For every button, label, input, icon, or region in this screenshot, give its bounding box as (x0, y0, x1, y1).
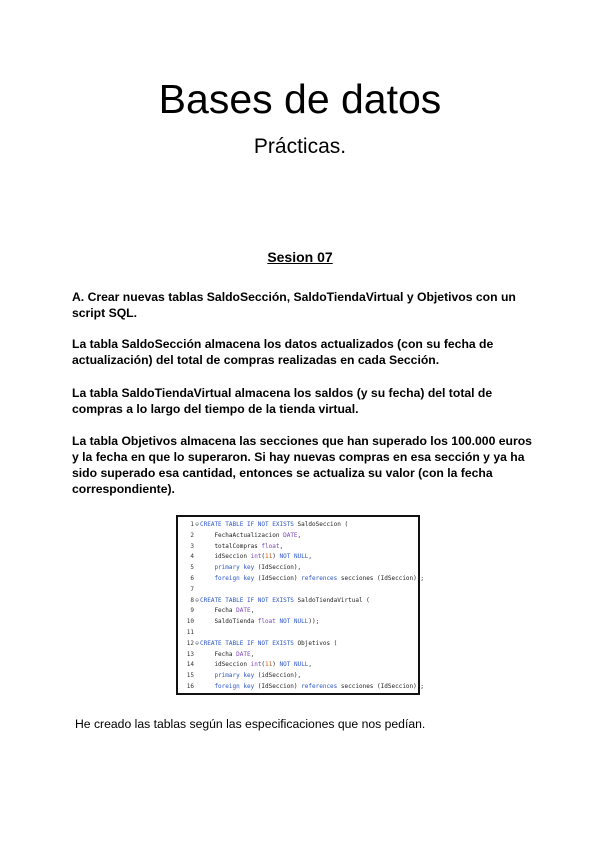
code-text (200, 639, 414, 650)
line-number: 9 (190, 607, 194, 615)
code-text (200, 552, 414, 563)
code-token: , (250, 607, 255, 615)
code-token: FechaActualizacion (200, 531, 284, 539)
code-line (182, 520, 414, 531)
line-number: 2 (190, 531, 194, 539)
code-token: Fecha (200, 607, 237, 615)
line-number: 1 (190, 521, 194, 528)
code-token: NOT NULL (279, 618, 309, 626)
code-token: , (297, 531, 302, 539)
code-token: ( (261, 661, 266, 669)
line-number: 13 (186, 650, 194, 658)
code-token: int (250, 553, 262, 561)
code-token: )); (308, 618, 320, 626)
code-token: (IdSeccion), (257, 564, 302, 572)
line-number: 6 (190, 574, 194, 582)
code-text (200, 542, 414, 553)
code-line (182, 650, 414, 661)
code-token: , (250, 650, 255, 658)
code-token: , (308, 553, 313, 561)
fold-toggle-icon[interactable]: ⊖ (195, 521, 199, 528)
document-title: Bases de datos (158, 76, 442, 122)
code-text (200, 617, 414, 628)
code-text (200, 682, 424, 693)
code-token: DATE (236, 607, 251, 615)
code-token: primary key (200, 564, 258, 572)
code-token: NOT NULL (279, 661, 309, 669)
paragraph-saldotiendavirtual: La tabla SaldoTiendaVirtual almacena los saldos (y su fecha) del total de compras a lo largo del tiempo de la tienda virtual. (72, 386, 493, 416)
code-text (200, 520, 414, 531)
code-text (200, 574, 424, 585)
code-text (200, 650, 414, 661)
line-number: 5 (190, 564, 194, 572)
fold-toggle-icon[interactable]: ⊖ (195, 596, 199, 604)
code-token: (IdSeccion) (257, 574, 302, 582)
paragraph-objetivos: La tabla Objetivos almacena las secciones que han superado los 100.000 euros y la fecha en que lo superaron. Si hay nuevas compras en esa sección y ya ha sido superado esa cantidad, entonces se actualiza su valor (con la fecha correspondiente). (72, 434, 532, 496)
code-token: totalCompras (200, 542, 262, 550)
code-token: float (261, 542, 280, 550)
code-text (200, 660, 414, 671)
code-text (200, 606, 414, 617)
line-number: 11 (186, 628, 194, 636)
code-token: Fecha (200, 650, 237, 658)
code-token: foreign key (200, 574, 258, 582)
code-line (182, 671, 414, 682)
code-token: 11 (265, 553, 273, 561)
line-number: 8 (190, 596, 194, 604)
code-token: Objetivos ( (297, 639, 338, 647)
code-token: (IdSeccion) (257, 682, 302, 690)
code-token: CREATE TABLE IF NOT EXISTS (200, 596, 298, 604)
code-token: , (279, 542, 284, 550)
session-heading: Sesion 07 (267, 249, 333, 265)
code-token: float (257, 618, 280, 626)
code-line (182, 542, 414, 553)
code-line (182, 552, 414, 563)
code-token: ) (272, 661, 280, 669)
code-token: CREATE TABLE IF NOT EXISTS (200, 639, 298, 647)
line-number: 3 (190, 542, 194, 550)
code-token: primary key (200, 672, 258, 680)
code-text (200, 596, 414, 607)
document-subtitle: Prácticas. (253, 135, 347, 158)
code-token: idSeccion (200, 553, 251, 561)
code-line (182, 596, 414, 607)
code-text (200, 628, 414, 639)
code-text (200, 585, 414, 596)
code-line (182, 606, 414, 617)
code-token: idSeccion (200, 661, 251, 669)
code-token: secciones (IdSeccion)); (340, 682, 424, 690)
line-number: 4 (190, 553, 194, 561)
fold-toggle-icon[interactable]: ⊖ (195, 639, 199, 647)
code-token: references (301, 682, 341, 690)
code-token: references (301, 574, 341, 582)
code-token: foreign key (200, 682, 258, 690)
code-line (182, 563, 414, 574)
sql-code-screenshot (176, 515, 424, 695)
code-token: (idSeccion), (257, 672, 302, 680)
code-line (182, 639, 414, 650)
code-token: DATE (236, 650, 251, 658)
code-line (182, 682, 424, 693)
code-line (182, 660, 414, 671)
code-token: CREATE TABLE IF NOT EXISTS (200, 521, 298, 528)
code-line (182, 531, 414, 542)
code-text (200, 531, 414, 542)
code-line (182, 585, 414, 596)
code-token: int (250, 661, 262, 669)
code-token: 11 (265, 661, 273, 669)
code-token: DATE (283, 531, 298, 539)
code-token: SaldoTiendaVirtual ( (297, 596, 370, 604)
code-token: ( (261, 553, 266, 561)
code-token: SaldoSeccion ( (297, 521, 349, 528)
line-number: 7 (190, 585, 194, 593)
line-number: 14 (186, 661, 194, 669)
code-text (200, 671, 414, 682)
code-token: NOT NULL (279, 553, 309, 561)
code-line (182, 574, 424, 585)
code-token: SaldoTienda (200, 618, 258, 626)
paragraph-saldoseccion: La tabla SaldoSección almacena los datos actualizados (con su fecha de actualización) del total de compras realizadas en cada Sección. (72, 337, 494, 367)
line-number: 12 (186, 639, 194, 647)
footer-note: He creado las tablas según las especificaciones que nos pedían. (75, 717, 426, 731)
code-line (182, 628, 414, 639)
code-line (182, 617, 414, 628)
code-text (200, 563, 414, 574)
line-number: 16 (186, 682, 194, 690)
code-token: , (308, 661, 313, 669)
code-token: ) (272, 553, 280, 561)
line-number: 10 (186, 618, 194, 626)
code-token: secciones (IdSeccion)); (340, 574, 424, 582)
paragraph-task: A. Crear nuevas tablas SaldoSección, SaldoTiendaVirtual y Objetivos con un script SQL. (72, 290, 516, 320)
line-number: 15 (186, 672, 194, 680)
